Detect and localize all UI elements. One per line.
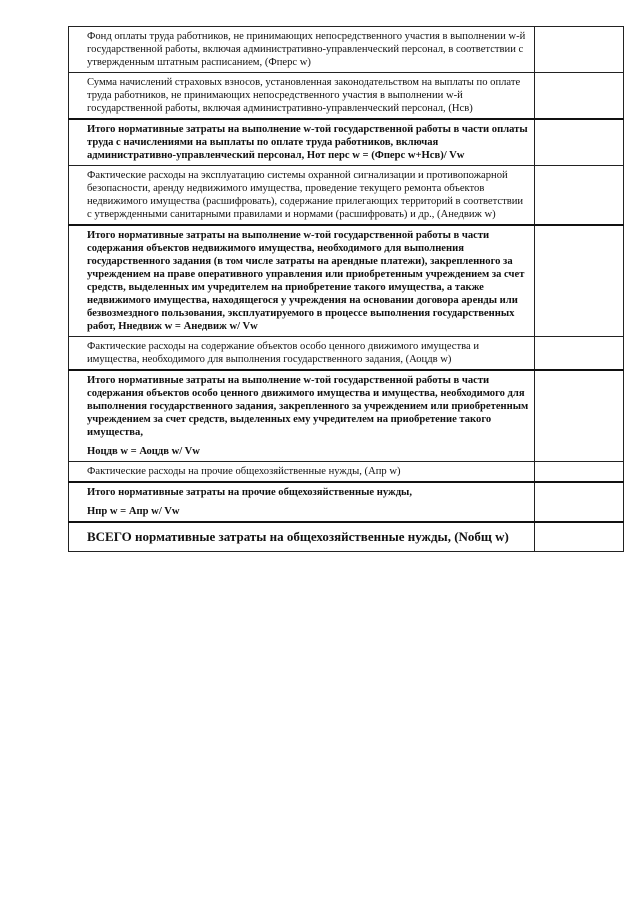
cost-table-body [69, 27, 624, 552]
row-text-total-other [69, 482, 535, 522]
row-value-cell [535, 27, 624, 73]
row-text-grand-total: ВСЕГО нормативные затраты на общехозяйственные нужды, (Nобщ w) [69, 522, 535, 552]
table-row [69, 462, 624, 483]
row-text-other-expenses: Фактические расходы на прочие общехозяйственные нужды, (Апр w) [69, 462, 535, 483]
row-text-payroll-fund: Фонд оплаты труда работников, не принимающих непосредственного участия в выполнении w-й государственной работы, включая административно-управленческий персонал, в соответствии с утвержденным штатным расписанием, (Фперс w) [69, 27, 535, 73]
row-text-insurance-contributions: Сумма начислений страховых взносов, установленная законодательством на выплаты по оплате труда работников, не принимающих непосредственного участия в выполнении w-й государственной работы, включая административно-управленческий персонал, (Нсв) [69, 73, 535, 120]
table-row [69, 522, 624, 552]
row-value-cell [535, 225, 624, 337]
table-row [69, 119, 624, 166]
row-text-total-payroll: Итого нормативные затраты на выполнение w-той государственной работы в части оплаты труда с начислениями на выплаты по оплате труда работников, включая административно-управленческий персонал, Нот перс w = (Фперс w+Нсв)/ Vw [69, 119, 535, 166]
row-value-cell [535, 370, 624, 462]
row-value-cell [535, 166, 624, 226]
row-value-cell [535, 522, 624, 552]
row-value-cell [535, 337, 624, 371]
row-text-total-movable-property [69, 370, 535, 462]
table-row [69, 225, 624, 337]
table-row [69, 27, 624, 73]
table-row [69, 337, 624, 371]
row-value-cell [535, 73, 624, 120]
table-row [69, 166, 624, 226]
row-formula: Ноцдв w = Аоцдв w/ Vw [87, 446, 200, 457]
row-value-cell [535, 119, 624, 166]
row-text-movable-property-expenses: Фактические расходы на содержание объектов особо ценного движимого имущества и имущества, необходимого для выполнения государственного задания, (Аоцдв w) [69, 337, 535, 371]
row-value-cell [535, 462, 624, 483]
row-formula: Нпр w = Апр w/ Vw [87, 506, 180, 517]
table-row [69, 73, 624, 120]
table-row [69, 482, 624, 522]
cost-table [68, 26, 624, 552]
row-text-real-estate-expenses: Фактические расходы на эксплуатацию системы охранной сигнализации и противопожарной безопасности, аренду недвижимого имущества, проведение текущего ремонта объектов недвижимого имущества (расшифровать), содержание прилегающих территорий в соответствии с утвержденными санитарными правилами и нормами (расшифровать) и др., (Анедвиж w) [69, 166, 535, 226]
row-text-total-real-estate: Итого нормативные затраты на выполнение w-той государственной работы в части содержания объектов недвижимого имущества, необходимого для выполнения государственного задания (в том числе затраты на арендные платежи), закрепленного за учреждением на праве оперативного управления или приобретенным учреждением за счет средств, выделенных им учредителем на приобретение такого имущества, а также недвижимого имущества, находящегося у учреждения на основании договора аренды или безвозмездного пользования, эксплуатируемого в процессе выполнения государственных работ, Ннедвиж w = Анедвиж w/ Vw [69, 225, 535, 337]
table-row [69, 370, 624, 462]
row-value-cell [535, 482, 624, 522]
row-text-main: Итого нормативные затраты на прочие общехозяйственные нужды, [87, 487, 412, 498]
row-text-main: Итого нормативные затраты на выполнение w-той государственной работы в части содержания объектов особо ценного движимого имущества и имущества, необходимого для выполнения государственного задания, закрепленного за учреждением или приобретенным учреждением за счет средств, выделенных ему учредителем на приобретение такого имущества, [87, 375, 529, 438]
